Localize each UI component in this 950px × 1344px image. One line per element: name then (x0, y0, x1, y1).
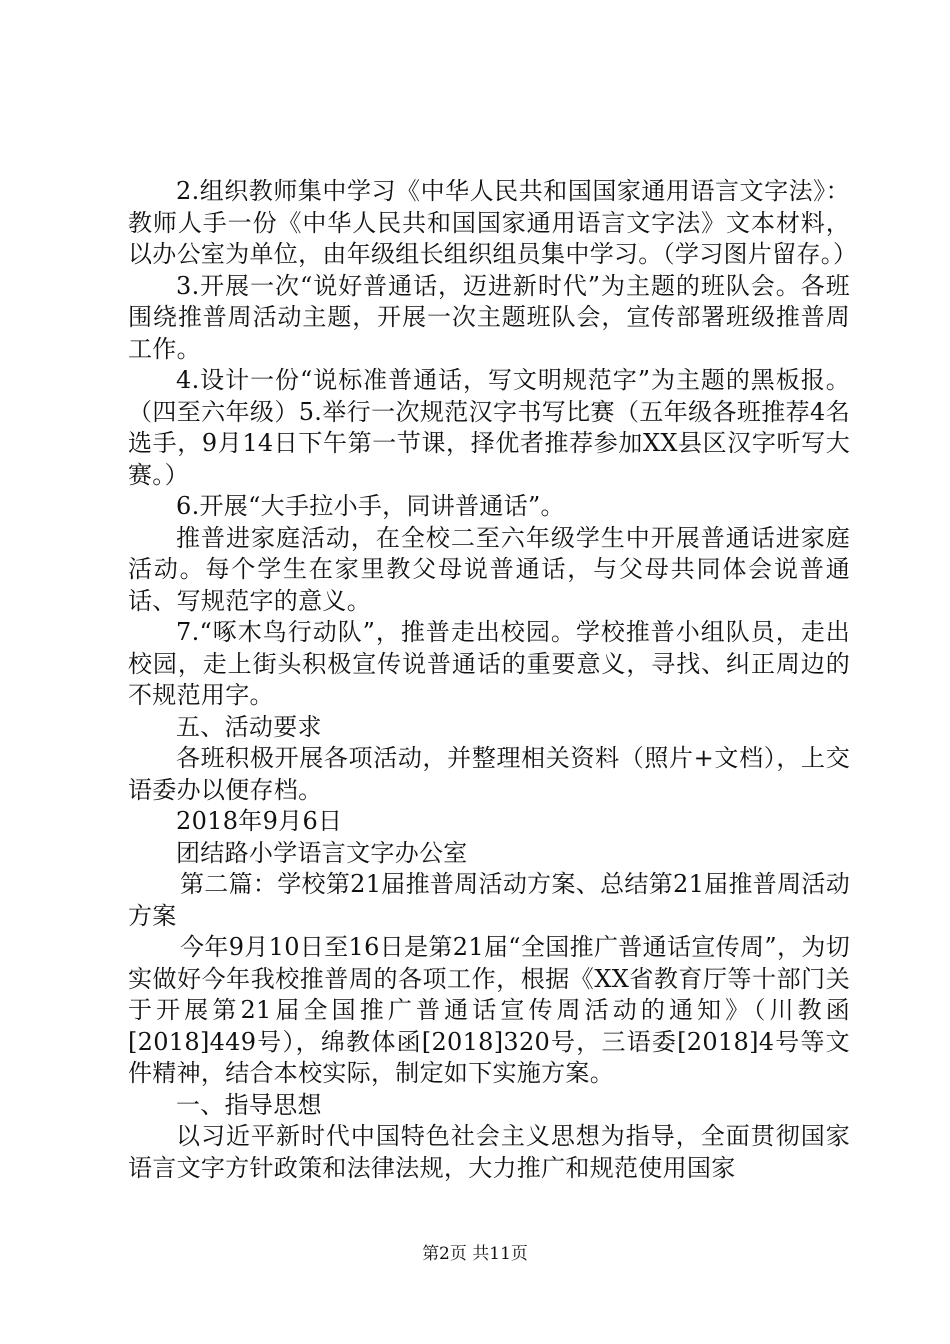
second-article-title: 第二篇：学校第21届推普周活动方案、总结第21届推普周活动方案 (128, 870, 850, 930)
paragraph-item-3: 3.开展一次“说好普通话，迈进新时代”为主题的班队会。各班围绕推普周活动主题，开展一次主题班队会，宣传部署班级推普周工作。 (128, 271, 850, 363)
section-heading-requirements: 五、活动要求 (176, 712, 322, 741)
paragraph-intro: 今年9月10日至16日是第21届“全国推广普通话宣传周”，为切实做好今年我校推普周的各项工作，根据《XX省教育厅等十部门关于开展第21届全国推广普通话宣传周活动的通知》（川教函[2018]449号），绵教体函[2018]320号，三语委[2018]4号等文件精神，结合本校实际，制定如下实施方案。 (128, 933, 850, 1087)
paragraph-requirements: 各班积极开展各项活动，并整理相关资料（照片+文档），上交语委办以便存档。 (128, 744, 850, 804)
paragraph-family-activity: 推普进家庭活动，在全校二至六年级学生中开展普通话进家庭活动。每个学生在家里教父母说普通话，与父母共同体会说普通话、写规范字的意义。 (128, 523, 850, 615)
paragraph-item-7: 7.“啄木鸟行动队”，推普走出校园。学校推普小组队员，走出校园，走上街头积极宣传说普通话的重要意义，寻找、纠正周边的不规范用字。 (128, 618, 850, 709)
paragraph-item-2: 2.组织教师集中学习《中华人民共和国国家通用语言文字法》：教师人手一份《中华人民共和国国家通用语言文字法》文本材料，以办公室为单位，由年级组长组织组员集中学习。（学习图片留存。） (128, 177, 858, 268)
document-date: 2018年9月6日 (176, 807, 343, 835)
paragraph-item-6: 6.开展“大手拉小手，同讲普通话”。 (176, 492, 565, 520)
document-body (128, 176, 858, 1184)
paragraph-guiding-thought: 以习近平新时代中国特色社会主义思想为指导，全面贯彻国家语言文字方针政策和法律法规，大力推广和规范使用国家 (128, 1122, 850, 1182)
section-heading-guiding-thought: 一、指导思想 (176, 1090, 322, 1119)
issuing-office: 团结路小学语言文字办公室 (176, 838, 468, 867)
page-number-footer: 第2页 共11页 (422, 1244, 528, 1264)
paragraph-item-4-5: 4.设计一份“说标准普通话，写文明规范字”为主题的黑板报。（四至六年级）5.举行一次规范汉字书写比赛（五年级各班推荐4名选手，9月14日下午第一节课，择优者推荐参加XX县区汉字听写大赛。） (128, 366, 850, 489)
